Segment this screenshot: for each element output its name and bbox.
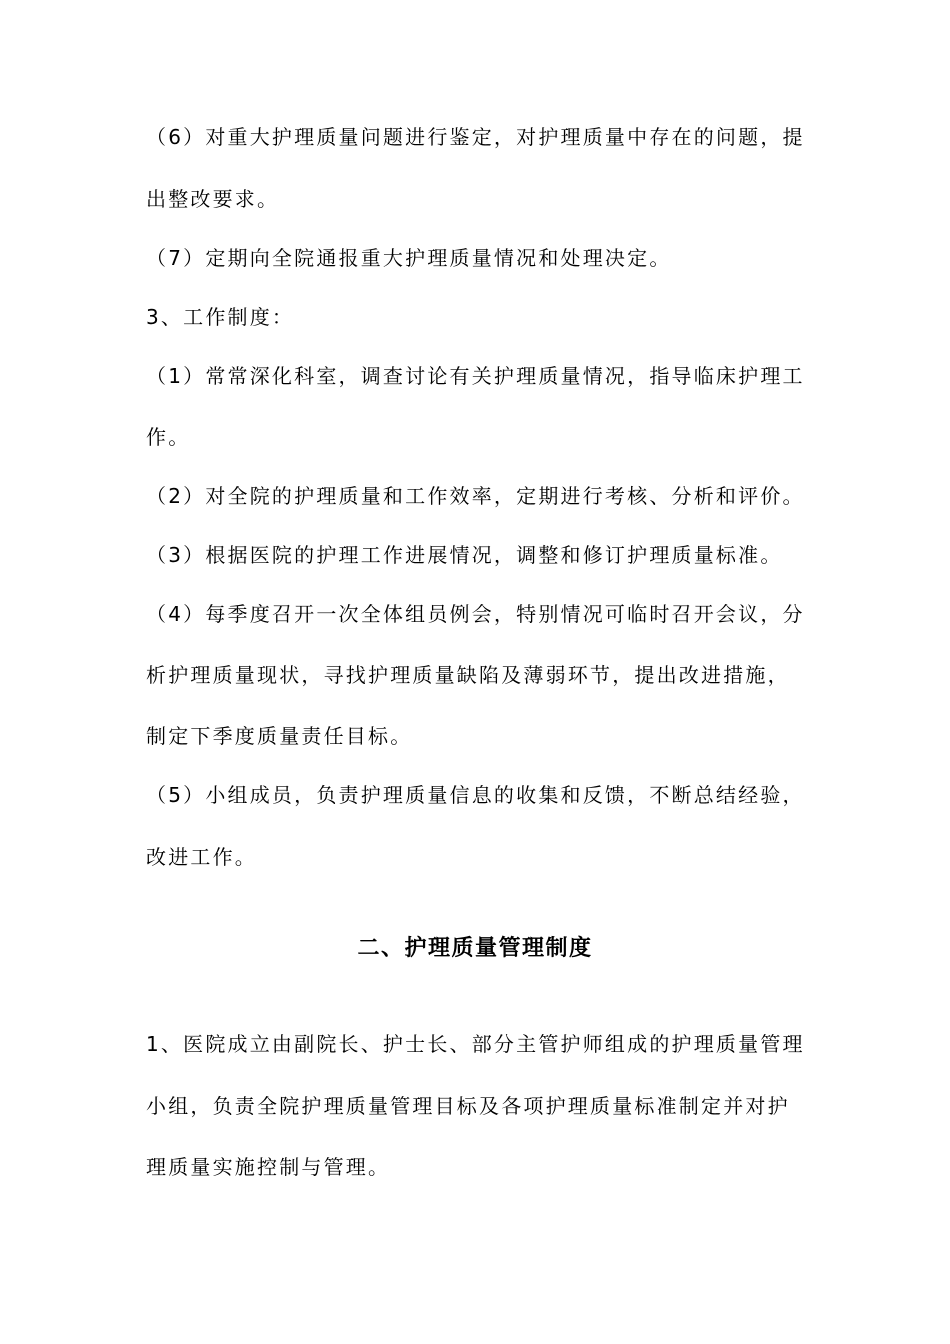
rule-item1-line2: 作。	[146, 425, 191, 449]
paragraph-item6-line2: 出整改要求。	[146, 187, 280, 211]
rule-item4-line2: 析护理质量现状，寻找护理质量缺陷及薄弱环节，提出改进措施，	[146, 663, 790, 687]
rule-item5-line1: （5）小组成员，负责护理质量信息的收集和反馈，不断总结经验，	[146, 783, 805, 807]
paragraph-item6-line1: （6）对重大护理质量问题进行鉴定，对护理质量中存在的问题，提	[146, 125, 805, 149]
section2-item1-line2: 小组，负责全院护理质量管理目标及各项护理质量标准制定并对护	[146, 1094, 790, 1118]
section-heading: 二、护理质量管理制度	[357, 936, 593, 961]
rule-item4-line3: 制定下季度质量责任目标。	[146, 724, 413, 748]
work-rules-title: 3、工作制度：	[146, 305, 295, 329]
section2-item1-line3: 理质量实施控制与管理。	[146, 1155, 391, 1179]
rule-item2-line1: （2）对全院的护理质量和工作效率，定期进行考核、分析和评价。	[146, 484, 805, 508]
rule-item5-line2: 改进工作。	[146, 845, 257, 869]
section2-item1-line1: 1、医院成立由副院长、护士长、部分主管护师组成的护理质量管理	[146, 1032, 805, 1056]
rule-item4-line1: （4）每季度召开一次全体组员例会，特别情况可临时召开会议，分	[146, 602, 805, 626]
rule-item1-line1: （1）常常深化科室，调查讨论有关护理质量情况，指导临床护理工	[146, 364, 805, 388]
rule-item3-line1: （3）根据医院的护理工作进展情况，调整和修订护理质量标准。	[146, 543, 783, 567]
paragraph-item7-line1: （7）定期向全院通报重大护理质量情况和处理决定。	[146, 246, 672, 270]
